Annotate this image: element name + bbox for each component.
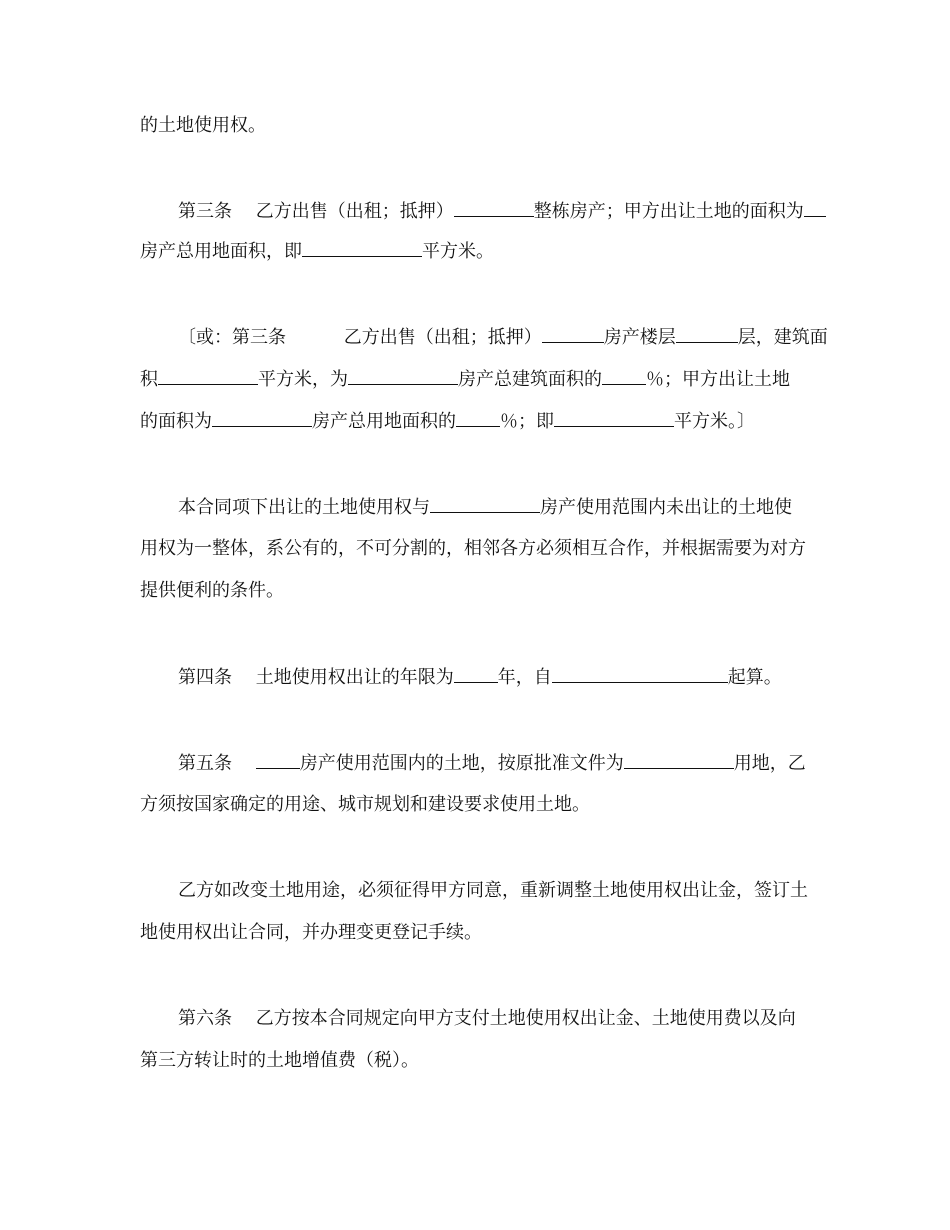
article-number: 第五条 <box>178 753 232 774</box>
article-number: 第三条 <box>178 201 232 222</box>
text-run: 平方米。 <box>422 241 494 262</box>
paragraph-line <box>140 536 820 562</box>
text-run: 乙方出售（出租；抵押） <box>255 201 454 222</box>
text-run: 层，建筑面 <box>737 327 828 348</box>
fill-in-blank <box>348 366 458 385</box>
paragraph-line <box>140 920 820 946</box>
article-3-line-1 <box>178 198 820 225</box>
text-run: ％；即 <box>500 411 554 432</box>
article-6-line-2 <box>140 1048 820 1074</box>
text-run: 方须按国家确定的用途、城市规划和建设要求使用土地。 <box>140 794 590 815</box>
text-run: 土地使用权出让的年限为 <box>255 667 454 688</box>
text-run: 乙方按本合同规定向甲方支付土地使用权出让金、土地使用费以及向 <box>255 1008 796 1029</box>
text-run: 本合同项下出让的土地使用权与 <box>178 497 430 518</box>
fill-in-blank <box>454 198 534 217</box>
text-run: 房产使用范围内的土地，按原批准文件为 <box>299 753 624 774</box>
article-6-line-1 <box>178 1006 820 1032</box>
text-run: 年，自 <box>497 667 552 688</box>
fill-in-blank <box>302 238 422 257</box>
article-3-alt-line-3 <box>140 408 820 435</box>
fill-in-blank <box>804 198 826 217</box>
article-number: 〔或：第三条 <box>178 327 286 348</box>
paragraph-line <box>178 878 820 904</box>
text-run: 积 <box>140 369 158 390</box>
text-run: 整栋房产；甲方出让土地的面积为 <box>533 201 804 222</box>
text-run: 乙方如改变土地用途，必须征得甲方同意，重新调整土地使用权出让金，签订土 <box>178 880 808 901</box>
text-run: 房产总建筑面积的 <box>458 369 602 390</box>
article-number: 第六条 <box>178 1008 232 1029</box>
fill-in-blank <box>456 408 500 427</box>
text-run: 房产使用范围内未出让的土地使 <box>540 497 792 518</box>
text-run: 平方米。〕 <box>674 411 755 432</box>
article-3-alt-line-2 <box>140 366 820 393</box>
text-run: 第三方转让时的土地增值费（税）。 <box>140 1050 419 1071</box>
article-4-line-1 <box>178 664 820 691</box>
fill-in-blank <box>542 324 604 343</box>
text-run: 房产总用地面积的 <box>312 411 456 432</box>
text-run: 的面积为 <box>140 411 212 432</box>
fill-in-blank <box>454 664 498 683</box>
article-3-line-2 <box>140 238 820 265</box>
text-run: 地使用权出让合同，并办理变更登记手续。 <box>140 922 482 943</box>
fill-in-blank <box>554 408 674 427</box>
paragraph-line <box>178 494 820 521</box>
fill-in-blank <box>256 750 300 769</box>
text-run: 房产楼层 <box>603 327 676 348</box>
article-5-line-2 <box>140 792 820 818</box>
article-3-alt-line-1 <box>178 324 828 351</box>
fill-in-blank <box>552 664 728 683</box>
fill-in-blank <box>624 750 734 769</box>
article-number: 第四条 <box>178 667 232 688</box>
fill-in-blank <box>212 408 312 427</box>
fill-in-blank <box>430 494 540 513</box>
text-run: 起算。 <box>727 667 782 688</box>
text-run: ％；甲方出让土地 <box>646 369 790 390</box>
fill-in-blank <box>676 324 738 343</box>
text-run: 平方米，为 <box>258 369 348 390</box>
text-run: 用地，乙 <box>733 753 806 774</box>
fill-in-blank <box>602 366 646 385</box>
fill-in-blank <box>158 366 258 385</box>
text-run: 提供便利的条件。 <box>140 580 284 601</box>
text-run: 乙方出售（出租；抵押） <box>343 327 542 348</box>
text-run: 的土地使用权。 <box>140 115 266 136</box>
text-run: 用权为一整体，系公有的，不可分割的，相邻各方必须相互合作，并根据需要为对方 <box>140 538 806 559</box>
paragraph-line <box>140 113 820 139</box>
article-5-line-1 <box>178 750 820 777</box>
paragraph-line <box>140 578 820 604</box>
text-run: 房产总用地面积，即 <box>140 241 302 262</box>
